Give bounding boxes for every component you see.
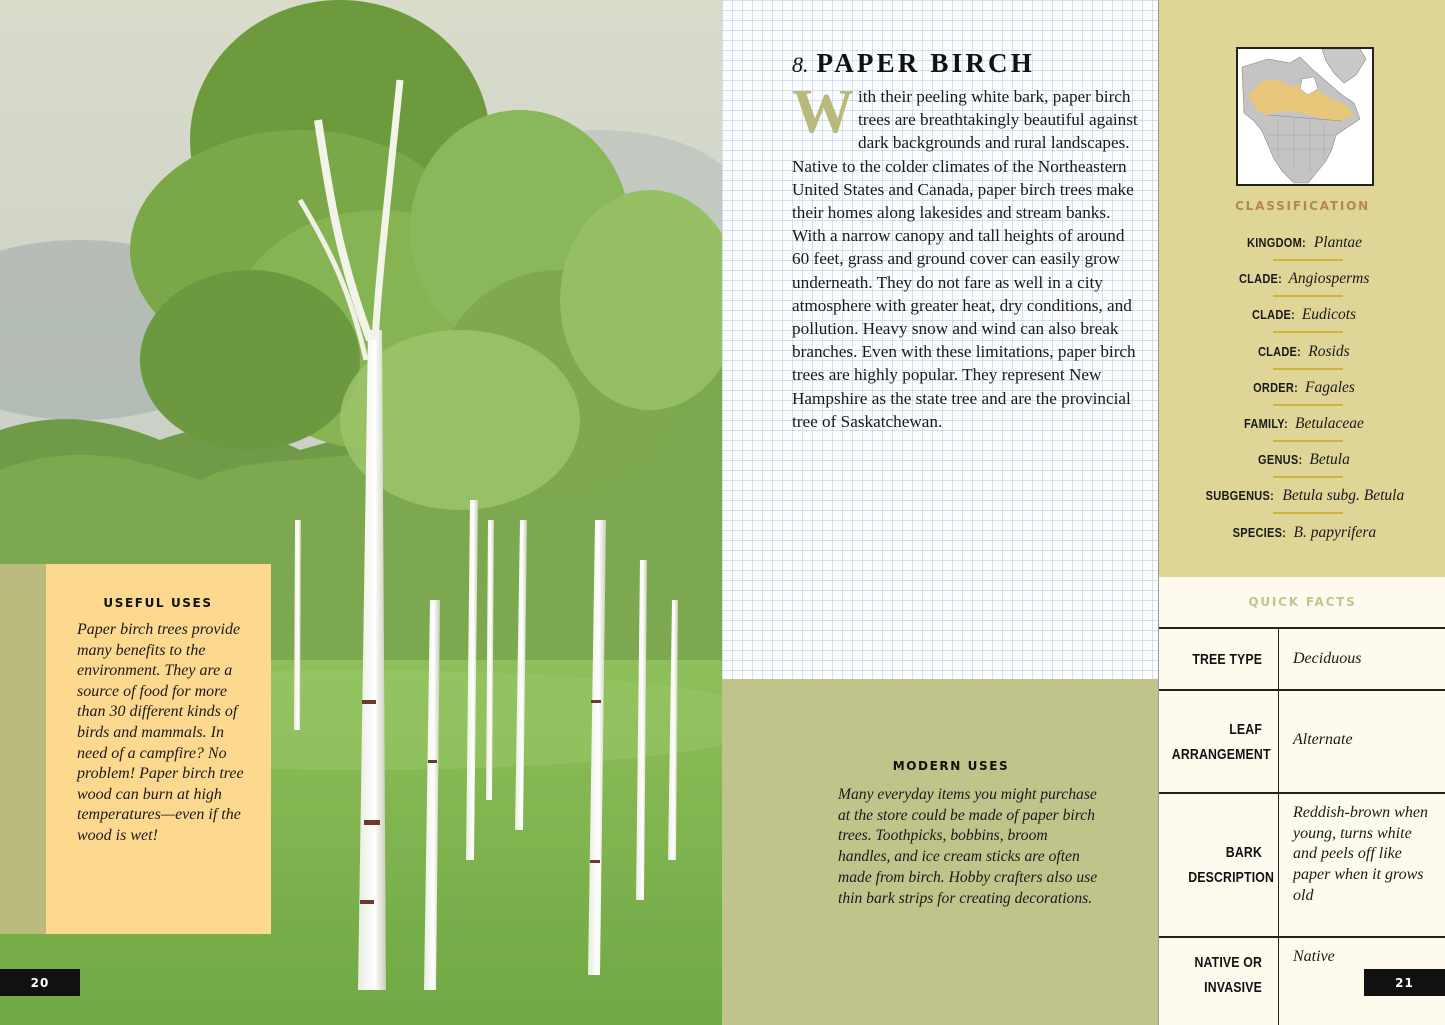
fact-value: Deciduous [1293,650,1362,667]
useful-uses-box [46,564,271,934]
classification-panel [1158,0,1445,577]
quick-facts-panel [1158,577,1445,1025]
fact-value: Reddish-brown when young, turns white and peels off like paper when it grows old [1293,804,1428,904]
classification-row [1159,270,1445,306]
classification-value: Betula [1309,451,1350,469]
fact-key [1159,691,1279,792]
divider [1273,476,1343,478]
classification-row [1159,487,1445,523]
useful-uses-text: Paper birch trees provide many benefits to the environment. They are a source of food for more than 30 different kinds of birds and mammals. In need of a campfire? No problem! Paper birch tree wood can burn at high temperatures—even if the wood is wet! [77,621,244,844]
classification-list [1159,234,1445,560]
modern-uses-title: MODERN USES [892,759,1010,773]
classification-value: Betulaceae [1295,414,1364,432]
classification-key: CLADE: [1251,308,1296,323]
article-body [792,78,1138,433]
fact-key-label: LEAF ARRANGEMENT [1171,720,1271,763]
fact-key [1159,938,1279,1025]
classification-key: CLADE: [1258,344,1302,359]
classification-value: B. papyrifera [1293,523,1377,541]
classification-row [1159,234,1445,270]
classification-row [1159,306,1445,342]
classification-row [1159,343,1445,379]
modern-uses-text: Many everyday items you might purchase at the store could be made of paper birch trees. Toothpicks, bobbins, broom handles, and ice cream sticks are often made from birch. Hobby crafters also use thin bark strips for creating decorations. [838,786,1098,907]
classification-key: GENUS: [1258,453,1303,468]
divider [1273,404,1343,406]
fact-value: Alternate [1293,731,1353,748]
divider [1273,295,1343,297]
classification-key: CLADE: [1238,272,1282,287]
quick-facts-title: QUICK FACTS [1248,595,1357,609]
divider [1273,440,1343,442]
classification-key: SPECIES: [1232,525,1286,540]
classification-value: Fagales [1305,378,1355,396]
quick-facts-table [1159,627,1445,1025]
classification-row [1159,379,1445,415]
article-body-text: ith their peeling white bark, paper birch trees are breathtakingly beautiful against dark backgrounds and rural landscapes. Native to the colder climates of the Northeastern United States and Canada, paper birch trees make their homes along lakesides and stream banks. With a narrow canopy and tall heights of around 60 feet, grass and ground cover can easily grow underneath. They do not fare as well in a city atmosphere with greater heat, dry conditions, and pollution. Heavy snow and wind can also break branches. Even with these limitations, paper birch trees are highly popular. They represent New Hampshire as the state tree and are the provincial tree of Saskatchewan. [792,87,1138,431]
page-number-right: 21 [1364,969,1445,996]
classification-row [1159,451,1445,487]
classification-row [1159,524,1445,560]
useful-uses-pattern-strip [0,564,46,934]
range-map [1236,47,1374,186]
fact-key [1159,629,1279,689]
classification-key: SUBGENUS: [1205,489,1274,504]
divider [1273,259,1343,261]
classification-row [1159,415,1445,451]
fact-row [1159,689,1445,792]
classification-value: Rosids [1308,342,1350,360]
classification-key: KINGDOM: [1246,236,1306,250]
divider [1273,331,1343,333]
classification-value: Angiosperms [1288,270,1370,288]
article-title: PAPER BIRCH [816,48,1035,78]
divider [1273,512,1343,514]
fact-key-label: BARK DESCRIPTION [1188,844,1275,886]
fact-key-label: NATIVE OR INVASIVE [1194,954,1262,996]
classification-value: Plantae [1313,234,1363,251]
classification-value: Betula subg. Betula [1282,487,1405,505]
drop-cap: W [792,78,854,146]
useful-uses-title: USEFUL USES [103,596,213,610]
classification-key: FAMILY: [1244,416,1289,431]
article-panel [722,0,1158,679]
fact-row [1159,627,1445,689]
divider [1273,368,1343,370]
fact-key [1159,794,1279,936]
classification-key: ORDER: [1253,380,1299,395]
page-number-left: 20 [0,969,80,996]
fact-value: Native [1293,948,1335,965]
modern-uses-panel [722,679,1158,1025]
classification-title: CLASSIFICATION [1235,199,1370,213]
classification-value: Eudicots [1301,306,1357,324]
article-heading [792,48,1138,79]
fact-row [1159,792,1445,936]
article-number: 8. [792,52,809,77]
fact-key-label: TREE TYPE [1192,650,1262,668]
